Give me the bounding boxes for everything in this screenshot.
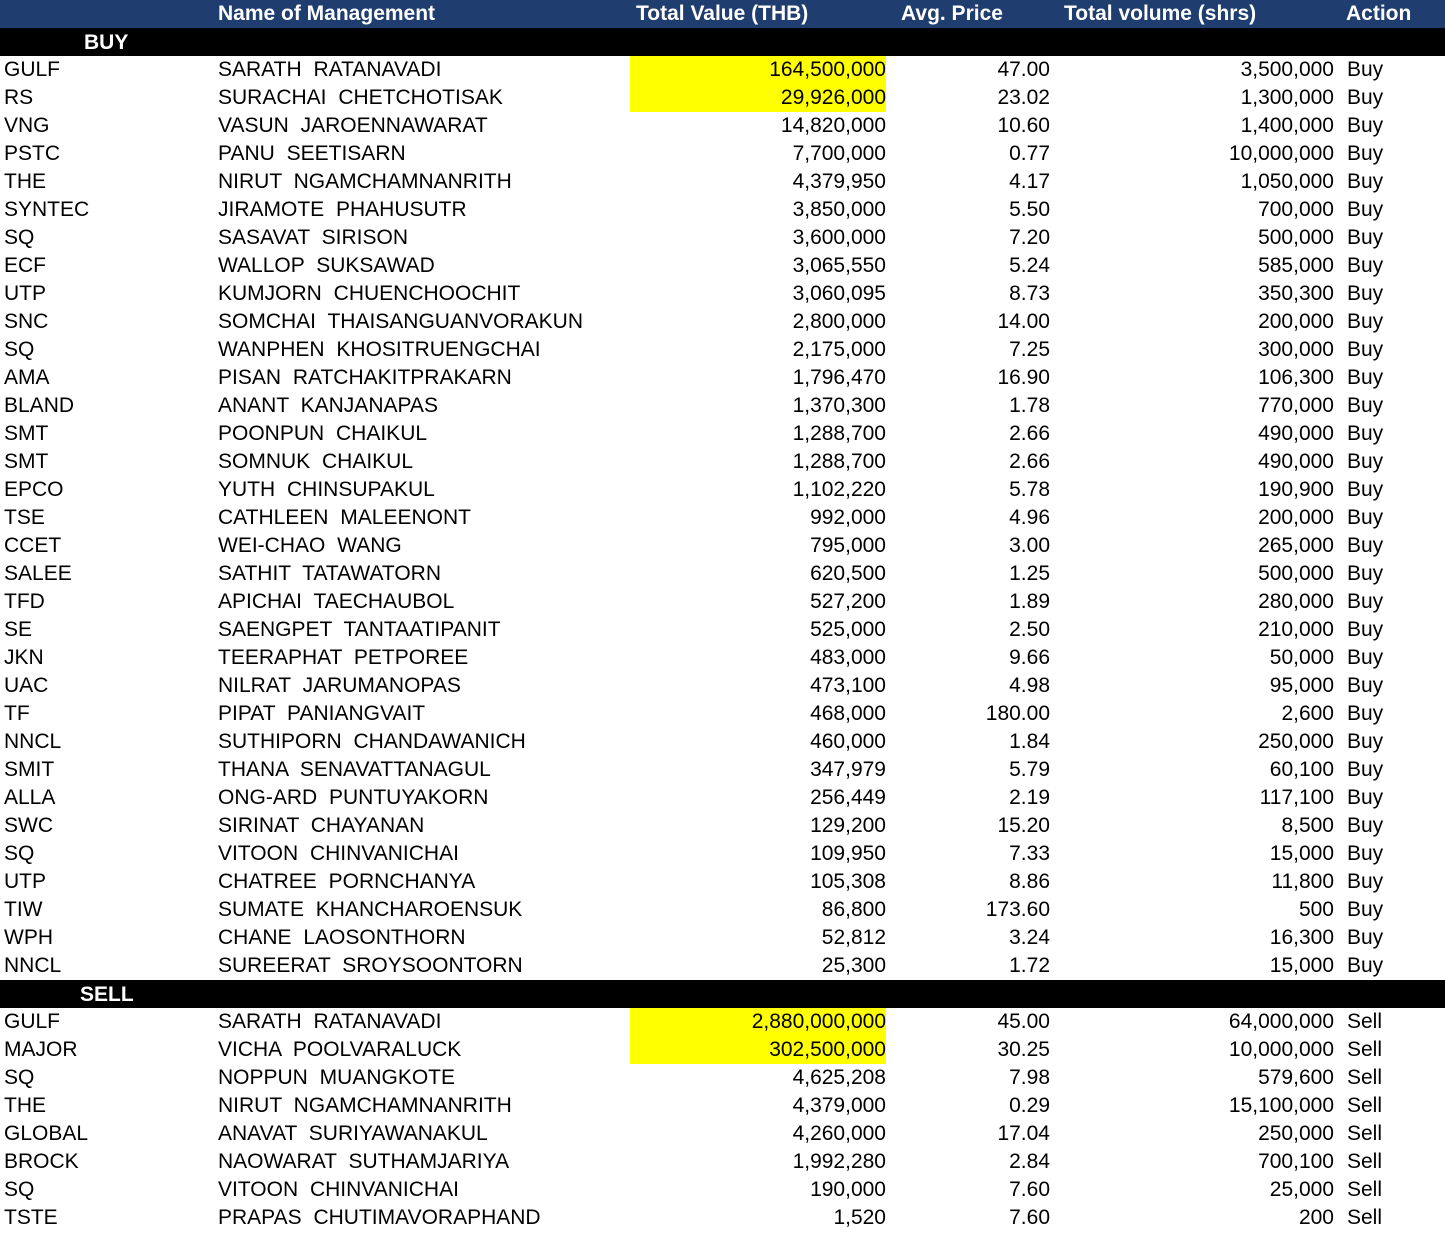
symbol-cell: AMA [4, 366, 50, 389]
total-value-cell: 3,600,000 [792, 226, 886, 249]
avg-price-cell: 5.50 [1009, 198, 1050, 221]
avg-price-cell: 3.24 [1009, 926, 1050, 949]
column-header-row [0, 0, 1445, 28]
total-volume-cell: 15,000 [1269, 954, 1334, 977]
action-cell: Buy [1347, 394, 1384, 417]
total-volume-cell: 1,300,000 [1240, 86, 1334, 109]
table-row [0, 168, 1445, 196]
avg-price-cell: 3.00 [1009, 534, 1050, 557]
total-volume-cell: 265,000 [1258, 534, 1334, 557]
symbol-cell: NNCL [4, 954, 62, 977]
symbol-cell: SMT [4, 450, 49, 473]
action-cell: Buy [1347, 562, 1384, 585]
total-volume-cell: 11,800 [1271, 870, 1334, 893]
total-value-cell: 468,000 [810, 702, 886, 725]
symbol-cell: MAJOR [4, 1038, 78, 1061]
management-name-cell: CATHLEEN MALEENONT [218, 506, 471, 529]
avg-price-cell: 2.84 [1009, 1150, 1050, 1173]
management-name-cell: ANANT KANJANAPAS [218, 394, 438, 417]
total-volume-cell: 200,000 [1258, 506, 1334, 529]
management-name-cell: NIRUT NGAMCHAMNANRITH [218, 1094, 512, 1117]
avg-price-cell: 1.78 [1009, 394, 1050, 417]
avg-price-cell: 23.02 [997, 86, 1050, 109]
symbol-cell: WPH [4, 926, 53, 949]
table-row [0, 1176, 1445, 1204]
symbol-cell: GULF [4, 1010, 61, 1033]
action-cell: Buy [1347, 590, 1384, 613]
avg-price-cell: 0.77 [1009, 142, 1050, 165]
total-volume-cell: 490,000 [1258, 422, 1334, 445]
table-row [0, 84, 1445, 112]
total-value-cell: 86,800 [821, 898, 886, 921]
management-name-cell: KUMJORN CHUENCHOOCHIT [218, 282, 521, 305]
management-name-cell: SARATH RATANAVADI [218, 1010, 442, 1033]
management-name-cell: JIRAMOTE PHAHUSUTR [218, 198, 467, 221]
avg-price-cell: 45.00 [997, 1010, 1050, 1033]
symbol-cell: JKN [4, 646, 44, 669]
management-name-cell: SUTHIPORN CHANDAWANICH [218, 730, 526, 753]
table-row [0, 140, 1445, 168]
total-volume-cell: 15,000 [1269, 842, 1334, 865]
symbol-cell: SE [4, 618, 33, 641]
action-cell: Buy [1347, 674, 1384, 697]
management-name-cell: NOPPUN MUANGKOTE [218, 1066, 456, 1089]
table-row [0, 392, 1445, 420]
total-volume-cell: 250,000 [1258, 730, 1334, 753]
total-value-cell: 1,102,220 [792, 478, 886, 501]
action-cell: Buy [1347, 114, 1384, 137]
table-row [0, 364, 1445, 392]
total-value-cell: 52,812 [821, 926, 886, 949]
total-volume-cell: 25,000 [1269, 1178, 1334, 1201]
symbol-cell: EPCO [4, 478, 64, 501]
table-row [0, 784, 1445, 812]
action-cell: Buy [1347, 282, 1384, 305]
symbol-cell: SMIT [4, 758, 55, 781]
total-volume-cell: 64,000,000 [1228, 1010, 1334, 1033]
management-name-cell: NILRAT JARUMANOPAS [218, 674, 461, 697]
management-name-cell: POONPUN CHAIKUL [218, 422, 428, 445]
action-cell: Buy [1347, 198, 1384, 221]
action-cell: Buy [1347, 450, 1384, 473]
action-cell: Buy [1347, 814, 1384, 837]
symbol-cell: SQ [4, 226, 35, 249]
management-name-cell: TEERAPHAT PETPOREE [218, 646, 469, 669]
symbol-cell: TSTE [4, 1206, 58, 1229]
total-value-cell: 1,288,700 [792, 422, 886, 445]
avg-price-cell: 180.00 [985, 702, 1050, 725]
symbol-cell: SQ [4, 1066, 35, 1089]
symbol-cell: SMT [4, 422, 49, 445]
action-cell: Buy [1347, 702, 1384, 725]
total-value-cell: 190,000 [810, 1178, 886, 1201]
symbol-cell: NNCL [4, 730, 62, 753]
table-row [0, 252, 1445, 280]
avg-price-cell: 7.60 [1009, 1206, 1050, 1229]
total-value-cell: 4,625,208 [792, 1066, 886, 1089]
management-name-cell: VITOON CHINVANICHAI [218, 842, 459, 865]
action-cell: Buy [1347, 366, 1384, 389]
total-value-cell: 256,449 [810, 786, 886, 809]
symbol-cell: BROCK [4, 1150, 79, 1173]
management-name-cell: CHANE LAOSONTHORN [218, 926, 466, 949]
management-name-cell: SOMCHAI THAISANGUANVORAKUN [218, 310, 583, 333]
avg-price-cell: 10.60 [997, 114, 1050, 137]
action-cell: Buy [1347, 730, 1384, 753]
total-value-cell: 4,379,000 [792, 1094, 886, 1117]
total-volume-cell: 95,000 [1269, 674, 1334, 697]
avg-price-cell: 2.19 [1009, 786, 1050, 809]
table-row [0, 1120, 1445, 1148]
action-cell: Buy [1347, 842, 1384, 865]
avg-price-cell: 30.25 [997, 1038, 1050, 1061]
total-volume-cell: 16,300 [1269, 926, 1334, 949]
buy-section-header [0, 28, 1445, 56]
table-row [0, 840, 1445, 868]
action-cell: Buy [1347, 506, 1384, 529]
management-name-cell: APICHAI TAECHAUBOL [218, 590, 455, 613]
management-name-cell: YUTH CHINSUPAKUL [218, 478, 435, 501]
management-name-cell: PIPAT PANIANGVAIT [218, 702, 426, 725]
avg-price-cell: 14.00 [997, 310, 1050, 333]
table-row [0, 728, 1445, 756]
table-row [0, 112, 1445, 140]
table-row [0, 420, 1445, 448]
table-row [0, 896, 1445, 924]
table-row [0, 1092, 1445, 1120]
total-value-cell: 527,200 [810, 590, 886, 613]
total-volume-cell: 350,300 [1258, 282, 1334, 305]
total-value-cell: 483,000 [810, 646, 886, 669]
table-row [0, 616, 1445, 644]
management-name-cell: NIRUT NGAMCHAMNANRITH [218, 170, 512, 193]
symbol-cell: SNC [4, 310, 49, 333]
total-volume-cell: 1,050,000 [1240, 170, 1334, 193]
table-row [0, 476, 1445, 504]
avg-price-cell: 0.29 [1009, 1094, 1050, 1117]
total-volume-cell: 300,000 [1258, 338, 1334, 361]
table-row [0, 224, 1445, 252]
total-volume-cell: 117,100 [1259, 786, 1334, 809]
management-name-cell: WEI-CHAO WANG [218, 534, 402, 557]
header-total-volume: Total volume (shrs) [1064, 2, 1257, 25]
total-value-cell: 1,520 [833, 1206, 886, 1229]
total-volume-cell: 490,000 [1258, 450, 1334, 473]
total-value-cell: 473,100 [810, 674, 886, 697]
symbol-cell: PSTC [4, 142, 61, 165]
total-value-cell: 347,979 [810, 758, 886, 781]
management-name-cell: WALLOP SUKSAWAD [218, 254, 435, 277]
total-volume-cell: 210,000 [1258, 618, 1334, 641]
table-row [0, 308, 1445, 336]
total-volume-cell: 1,400,000 [1240, 114, 1334, 137]
action-cell: Buy [1347, 870, 1384, 893]
total-volume-cell: 15,100,000 [1228, 1094, 1334, 1117]
management-name-cell: VICHA POOLVARALUCK [218, 1038, 462, 1061]
action-cell: Sell [1347, 1066, 1383, 1089]
symbol-cell: SYNTEC [4, 198, 90, 221]
action-cell: Buy [1347, 58, 1384, 81]
avg-price-cell: 4.96 [1009, 506, 1050, 529]
action-cell: Buy [1347, 954, 1384, 977]
sell-section-label: SELL [80, 983, 134, 1006]
avg-price-cell: 1.89 [1009, 590, 1050, 613]
total-volume-cell: 10,000,000 [1228, 142, 1334, 165]
total-volume-cell: 579,600 [1258, 1066, 1334, 1089]
avg-price-cell: 7.20 [1009, 226, 1050, 249]
total-value-cell: 14,820,000 [780, 114, 886, 137]
action-cell: Buy [1347, 310, 1384, 333]
management-name-cell: VITOON CHINVANICHAI [218, 1178, 459, 1201]
table-row [0, 336, 1445, 364]
avg-price-cell: 1.25 [1009, 562, 1050, 585]
total-volume-cell: 190,900 [1258, 478, 1334, 501]
action-cell: Buy [1347, 618, 1384, 641]
table-row [0, 588, 1445, 616]
table-row [0, 644, 1445, 672]
total-value-cell: 1,992,280 [792, 1150, 886, 1173]
symbol-cell: VNG [4, 114, 50, 137]
symbol-cell: SWC [4, 814, 53, 837]
management-name-cell: PISAN RATCHAKITPRAKARN [218, 366, 512, 389]
symbol-cell: SQ [4, 842, 35, 865]
total-volume-cell: 250,000 [1258, 1122, 1334, 1145]
management-name-cell: ANAVAT SURIYAWANAKUL [218, 1122, 488, 1145]
total-volume-cell: 2,600 [1281, 702, 1334, 725]
header-action: Action [1346, 2, 1412, 25]
symbol-cell: CCET [4, 534, 62, 557]
avg-price-cell: 7.60 [1009, 1178, 1050, 1201]
symbol-cell: TSE [4, 506, 45, 529]
management-name-cell: SUMATE KHANCHAROENSUK [218, 898, 523, 921]
avg-price-cell: 5.78 [1009, 478, 1050, 501]
avg-price-cell: 2.66 [1009, 422, 1050, 445]
table-row [0, 196, 1445, 224]
avg-price-cell: 8.86 [1009, 870, 1050, 893]
table-row [0, 924, 1445, 952]
total-volume-cell: 8,500 [1281, 814, 1334, 837]
management-name-cell: PRAPAS CHUTIMAVORAPHAND [218, 1206, 541, 1229]
total-value-cell: 620,500 [810, 562, 886, 585]
total-value-cell: 109,950 [810, 842, 886, 865]
total-value-cell: 795,000 [810, 534, 886, 557]
table-row [0, 532, 1445, 560]
action-cell: Sell [1347, 1122, 1383, 1145]
management-name-cell: NAOWARAT SUTHAMJARIYA [218, 1150, 510, 1173]
management-name-cell: ONG-ARD PUNTUYAKORN [218, 786, 489, 809]
total-volume-cell: 200,000 [1258, 310, 1334, 333]
symbol-cell: TIW [4, 898, 43, 921]
table-row [0, 672, 1445, 700]
management-name-cell: SAENGPET TANTAATIPANIT [218, 618, 501, 641]
total-value-cell: 105,308 [810, 870, 886, 893]
total-value-cell: 992,000 [810, 506, 886, 529]
action-cell: Buy [1347, 758, 1384, 781]
total-value-cell: 3,850,000 [792, 198, 886, 221]
table-row [0, 700, 1445, 728]
symbol-cell: UTP [4, 282, 46, 305]
action-cell: Buy [1347, 254, 1384, 277]
total-volume-cell: 280,000 [1258, 590, 1334, 613]
symbol-cell: GULF [4, 58, 61, 81]
total-volume-cell: 700,000 [1258, 198, 1334, 221]
table-row [0, 1204, 1445, 1232]
action-cell: Buy [1347, 646, 1384, 669]
symbol-cell: RS [4, 86, 34, 109]
action-cell: Buy [1347, 86, 1384, 109]
management-name-cell: SATHIT TATAWATORN [218, 562, 442, 585]
total-value-cell: 302,500,000 [630, 1036, 886, 1064]
total-value-cell: 1,288,700 [792, 450, 886, 473]
table-row [0, 560, 1445, 588]
total-value-cell: 4,260,000 [792, 1122, 886, 1145]
symbol-cell: THE [4, 1094, 46, 1117]
action-cell: Buy [1347, 926, 1384, 949]
avg-price-cell: 7.25 [1009, 338, 1050, 361]
header-avg-price: Avg. Price [901, 2, 1003, 25]
management-name-cell: SIRINAT CHAYANAN [218, 814, 425, 837]
table-row [0, 1036, 1445, 1064]
avg-price-cell: 4.98 [1009, 674, 1050, 697]
total-volume-cell: 3,500,000 [1240, 58, 1334, 81]
symbol-cell: SQ [4, 1178, 35, 1201]
avg-price-cell: 9.66 [1009, 646, 1050, 669]
total-volume-cell: 770,000 [1258, 394, 1334, 417]
total-value-cell: 25,300 [821, 954, 886, 977]
header-total-value: Total Value (THB) [636, 2, 809, 25]
symbol-cell: TFD [4, 590, 45, 613]
total-value-cell: 2,880,000,000 [630, 1008, 886, 1036]
table-row [0, 504, 1445, 532]
management-name-cell: THANA SENAVATTANAGUL [218, 758, 491, 781]
management-name-cell: VASUN JAROENNAWARAT [218, 114, 488, 137]
total-value-cell: 2,175,000 [792, 338, 886, 361]
avg-price-cell: 17.04 [997, 1122, 1050, 1145]
total-value-cell: 3,065,550 [792, 254, 886, 277]
action-cell: Buy [1347, 898, 1384, 921]
action-cell: Buy [1347, 478, 1384, 501]
symbol-cell: UAC [4, 674, 49, 697]
management-name-cell: PANU SEETISARN [218, 142, 406, 165]
symbol-cell: UTP [4, 870, 46, 893]
total-value-cell: 1,370,300 [792, 394, 886, 417]
avg-price-cell: 1.84 [1009, 730, 1050, 753]
symbol-cell: SQ [4, 338, 35, 361]
total-value-cell: 1,796,470 [792, 366, 886, 389]
action-cell: Sell [1347, 1038, 1383, 1061]
total-value-cell: 2,800,000 [792, 310, 886, 333]
symbol-cell: TF [4, 702, 30, 725]
symbol-cell: GLOBAL [4, 1122, 89, 1145]
management-name-cell: SURACHAI CHETCHOTISAK [218, 86, 503, 109]
total-value-cell: 164,500,000 [630, 56, 886, 84]
table-row [0, 868, 1445, 896]
total-volume-cell: 200 [1298, 1206, 1334, 1229]
total-value-cell: 129,200 [810, 814, 886, 837]
avg-price-cell: 47.00 [997, 58, 1050, 81]
avg-price-cell: 5.79 [1009, 758, 1050, 781]
action-cell: Buy [1347, 170, 1384, 193]
symbol-cell: BLAND [4, 394, 75, 417]
sell-section-header [0, 980, 1445, 1008]
management-name-cell: SARATH RATANAVADI [218, 58, 442, 81]
avg-price-cell: 1.72 [1009, 954, 1050, 977]
action-cell: Buy [1347, 142, 1384, 165]
total-volume-cell: 500,000 [1258, 226, 1334, 249]
total-value-cell: 525,000 [810, 618, 886, 641]
table-row [0, 448, 1445, 476]
total-value-cell: 7,700,000 [792, 142, 886, 165]
avg-price-cell: 15.20 [997, 814, 1050, 837]
avg-price-cell: 7.98 [1009, 1066, 1050, 1089]
management-name-cell: CHATREE PORNCHANYA [218, 870, 476, 893]
action-cell: Sell [1347, 1178, 1383, 1201]
table-row [0, 812, 1445, 840]
action-cell: Buy [1347, 786, 1384, 809]
management-name-cell: WANPHEN KHOSITRUENGCHAI [218, 338, 541, 361]
total-volume-cell: 585,000 [1258, 254, 1334, 277]
total-volume-cell: 700,100 [1258, 1150, 1334, 1173]
avg-price-cell: 8.73 [1009, 282, 1050, 305]
total-volume-cell: 500 [1298, 898, 1334, 921]
symbol-cell: ECF [4, 254, 46, 277]
action-cell: Buy [1347, 534, 1384, 557]
total-volume-cell: 60,100 [1269, 758, 1334, 781]
management-name-cell: SASAVAT SIRISON [218, 226, 408, 249]
total-value-cell: 29,926,000 [630, 84, 886, 112]
total-value-cell: 460,000 [810, 730, 886, 753]
symbol-cell: ALLA [4, 786, 56, 809]
management-name-cell: SOMNUK CHAIKUL [218, 450, 414, 473]
table-row [0, 952, 1445, 980]
total-value-cell: 3,060,095 [792, 282, 886, 305]
avg-price-cell: 5.24 [1009, 254, 1050, 277]
header-name: Name of Management [218, 2, 436, 25]
table-row [0, 756, 1445, 784]
action-cell: Buy [1347, 226, 1384, 249]
total-value-cell: 4,379,950 [792, 170, 886, 193]
action-cell: Sell [1347, 1094, 1383, 1117]
total-volume-cell: 10,000,000 [1228, 1038, 1334, 1061]
management-name-cell: SUREERAT SROYSOONTORN [218, 954, 523, 977]
total-volume-cell: 50,000 [1269, 646, 1334, 669]
action-cell: Sell [1347, 1206, 1383, 1229]
total-volume-cell: 106,300 [1258, 366, 1334, 389]
symbol-cell: THE [4, 170, 46, 193]
buy-section-label: BUY [84, 31, 129, 54]
avg-price-cell: 2.66 [1009, 450, 1050, 473]
action-cell: Buy [1347, 422, 1384, 445]
avg-price-cell: 173.60 [985, 898, 1050, 921]
table-row [0, 280, 1445, 308]
table-row [0, 1064, 1445, 1092]
avg-price-cell: 4.17 [1009, 170, 1050, 193]
total-volume-cell: 500,000 [1258, 562, 1334, 585]
avg-price-cell: 16.90 [997, 366, 1050, 389]
action-cell: Sell [1347, 1010, 1383, 1033]
action-cell: Buy [1347, 338, 1384, 361]
table-row [0, 1148, 1445, 1176]
action-cell: Sell [1347, 1150, 1383, 1173]
table-row [0, 1008, 1445, 1036]
avg-price-cell: 7.33 [1009, 842, 1050, 865]
symbol-cell: SALEE [4, 562, 72, 585]
table-row [0, 56, 1445, 84]
avg-price-cell: 2.50 [1009, 618, 1050, 641]
